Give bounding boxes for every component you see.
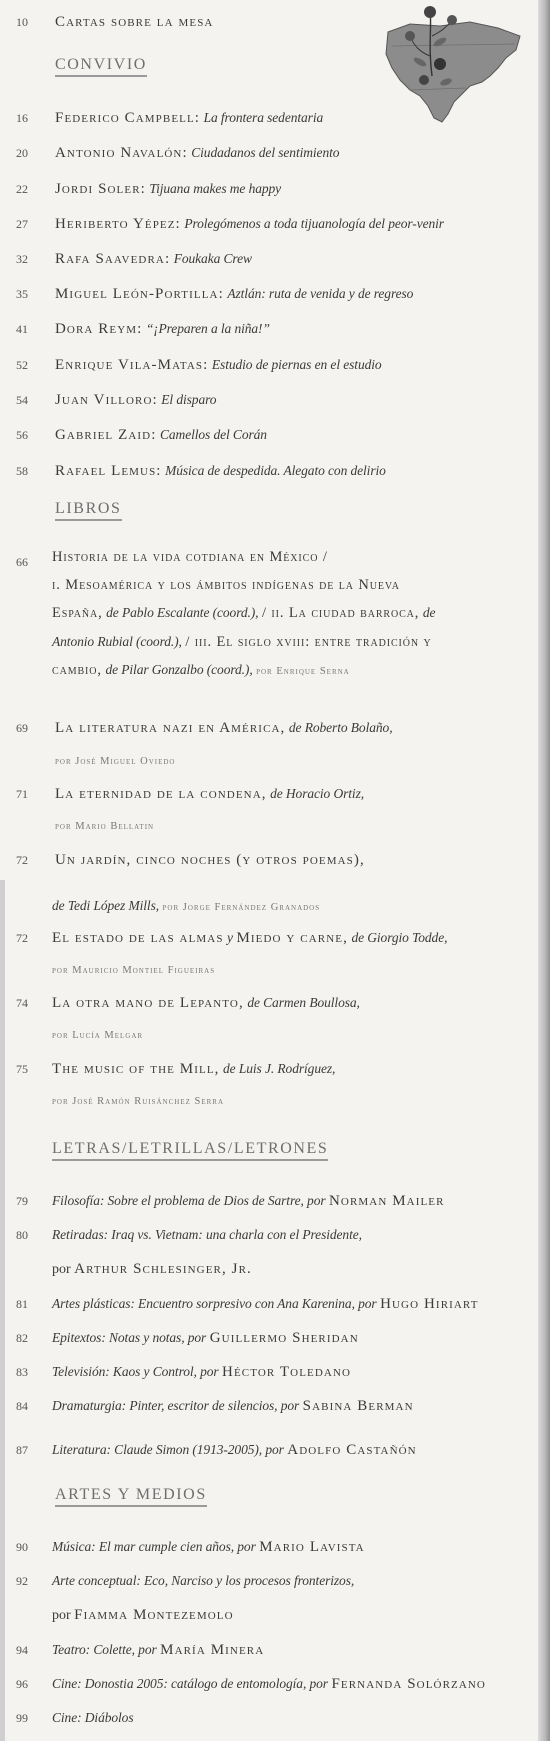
author-name: Gabriel Zaid:	[55, 427, 157, 443]
book-title: cambio,	[52, 662, 102, 678]
reviewer: por Lucía Melgar	[52, 1030, 144, 1041]
book-author: de Carmen Boullosa,	[247, 995, 360, 1010]
entry-title: Prolegómenos a toda tijuanología del peor-venir	[184, 216, 444, 231]
entry-title: Ciudadanos del sentimiento	[191, 145, 340, 160]
page-number: 27	[16, 217, 28, 231]
entry-title: Música de despedida. Alegato con delirio	[165, 463, 386, 478]
book-title: The music of the Mill,	[52, 1061, 220, 1077]
book-title: / ii. La ciudad barroca,	[261, 605, 420, 621]
book-author: de Horacio Ortiz,	[270, 786, 365, 801]
page-number: 71	[16, 787, 28, 801]
page-number: 41	[16, 322, 28, 336]
page-number: 75	[16, 1062, 28, 1076]
author-name: Guillermo Sheridan	[209, 1330, 359, 1346]
book-author: de Pilar Gonzalbo (coord.),	[105, 662, 253, 677]
book-author: de Giorgio Todde,	[351, 930, 448, 945]
page-number: 82	[16, 1331, 28, 1345]
author-name: Mario Lavista	[259, 1539, 365, 1555]
entry-title: Aztlán: ruta de venida y de regreso	[227, 286, 414, 301]
author-name: Arthur Schlesinger, Jr.	[74, 1261, 252, 1277]
book-author: de	[422, 605, 436, 620]
entry-title: Cine: Donostia 2005: catálogo de entomología, por	[52, 1676, 328, 1691]
author-name: Fiamma Montezemolo	[74, 1607, 234, 1623]
entry-title: Teatro: Colette, por	[52, 1642, 157, 1657]
book-author: de Roberto Bolaño,	[288, 720, 393, 735]
book-title: i. Mesoamérica y los ámbitos indígenas de la Nueva	[52, 576, 400, 593]
author-name: Jordi Soler:	[55, 181, 146, 197]
page-number: 52	[16, 358, 28, 372]
author-name: María Minera	[160, 1642, 265, 1658]
page-number: 22	[16, 182, 28, 196]
author-name: Hugo Hiriart	[380, 1296, 479, 1312]
entry-title: La frontera sedentaria	[203, 110, 324, 125]
page-number: 81	[16, 1297, 28, 1311]
author-name: Federico Campbell:	[55, 110, 201, 126]
reviewer: por Mauricio Montiel Figueiras	[52, 965, 216, 976]
entry-title: Retiradas: Iraq vs. Vietnam: una charla con el Presidente,	[52, 1227, 362, 1242]
author-name: Juan Villoro:	[55, 392, 158, 408]
page-number: 10	[16, 15, 28, 29]
page-number: 54	[16, 393, 28, 407]
entry-title: “¡Preparen a la niña!”	[145, 321, 270, 336]
book-title: La literatura nazi en América,	[55, 720, 286, 736]
entry-title: Tijuana makes me happy	[149, 181, 282, 196]
entry-title: Música: El mar cumple cien años, por	[52, 1539, 256, 1554]
page-number: 96	[16, 1677, 28, 1691]
book-title: España,	[52, 605, 103, 621]
page-number: 74	[16, 996, 28, 1010]
entry-title: Arte conceptual: Eco, Narciso y los procesos fronterizos,	[52, 1573, 355, 1588]
entry-title: Literatura: Claude Simon (1913-2005), por	[52, 1442, 284, 1457]
page-number: 72	[16, 931, 28, 945]
page-number: 83	[16, 1365, 28, 1379]
page-number: 20	[16, 146, 28, 160]
author-name: Miguel León-Portilla:	[55, 286, 224, 302]
section-heading: CONVIVIO	[55, 56, 147, 77]
page-number: 56	[16, 428, 28, 442]
entry-title: Cartas sobre la mesa	[55, 14, 214, 30]
entry-title: Televisión: Kaos y Control, por	[52, 1364, 219, 1379]
page-number: 66	[16, 555, 28, 569]
author-name: Adolfo Castañón	[287, 1442, 417, 1458]
page-number: 35	[16, 287, 28, 301]
page-number: 32	[16, 252, 28, 266]
entry-title: Epitextos: Notas y notas, por	[52, 1330, 207, 1345]
entry-title: Camellos del Corán	[159, 427, 267, 442]
page-number: 92	[16, 1574, 28, 1588]
reviewer: por José Miguel Oviedo	[55, 756, 176, 767]
book-title: Un jardín, cinco noches (y otros poemas),	[55, 852, 365, 868]
book-title: Historia de la vida cotdiana en México /	[52, 549, 328, 565]
book-title: La otra mano de Lepanto,	[52, 995, 244, 1011]
book-author: de Pablo Escalante (coord.),	[106, 605, 259, 620]
section-heading: ARTES Y MEDIOS	[55, 1486, 207, 1507]
page-edge-left	[0, 880, 5, 1741]
author-name: Enrique Vila-Matas:	[55, 357, 209, 373]
entry-title: Cine: Diábolos	[52, 1710, 134, 1725]
section-heading: LETRAS/LETRILLAS/LETRONES	[52, 1140, 328, 1161]
author-name: Heriberto Yépez:	[55, 216, 181, 232]
book-author: de Luis J. Rodríguez,	[223, 1061, 336, 1076]
author-name: Fernanda Solórzano	[331, 1676, 486, 1692]
author-name: Sabina Berman	[302, 1398, 414, 1414]
page-number: 79	[16, 1194, 28, 1208]
book-author: de Tedi López Mills,	[52, 898, 160, 913]
author-name: Héctor Toledano	[222, 1364, 352, 1380]
by-word: por	[52, 1608, 71, 1623]
entry-title: El disparo	[161, 392, 217, 407]
book-title: El estado de las almas	[52, 930, 224, 946]
entry-title: Dramaturgia: Pinter, escritor de silencios, por	[52, 1398, 300, 1413]
reviewer: por José Ramón Ruisánchez Serra	[52, 1096, 224, 1107]
author-name: Rafael Lemus:	[55, 463, 162, 479]
reviewer: por Enrique Serna	[256, 666, 350, 677]
author-name: Norman Mailer	[329, 1193, 445, 1209]
entry-title: Artes plásticas: Encuentro sorpresivo con Ana Karenina, por	[52, 1296, 377, 1311]
page-number: 94	[16, 1643, 28, 1657]
author-name: Antonio Navalón:	[55, 145, 188, 161]
page-number: 69	[16, 721, 28, 735]
conjunction: y	[227, 930, 233, 945]
page-number: 99	[16, 1711, 28, 1725]
entry-title: Estudio de piernas en el estudio	[211, 357, 382, 372]
book-title: La eternidad de la condena,	[55, 786, 267, 802]
north-america-map-illustration	[370, 6, 528, 126]
page-number: 84	[16, 1399, 28, 1413]
entry-title: Filosofía: Sobre el problema de Dios de Sartre, por	[52, 1193, 326, 1208]
reviewer: por Mario Bellatin	[55, 821, 155, 832]
book-author: Antonio Rubial (coord.),	[52, 633, 182, 649]
author-name: Dora Reym:	[55, 321, 143, 337]
by-word: por	[52, 1262, 71, 1277]
author-name: Rafa Saavedra:	[55, 251, 171, 267]
page-number: 90	[16, 1540, 28, 1554]
section-heading: LIBROS	[55, 500, 122, 521]
entry-title: Foukaka Crew	[173, 251, 252, 266]
page-number: 72	[16, 853, 28, 867]
book-title: Miedo y carne,	[236, 930, 348, 946]
page-number: 80	[16, 1228, 28, 1242]
reviewer: por Jorge Fernández Granados	[162, 902, 321, 913]
page-edge-shadow	[538, 0, 550, 1741]
book-review-entry	[52, 544, 536, 686]
page-number: 58	[16, 464, 28, 478]
page-number: 87	[16, 1443, 28, 1457]
page-number: 16	[16, 111, 28, 125]
book-title: / iii. El siglo xviii: entre tradición y	[185, 633, 432, 650]
